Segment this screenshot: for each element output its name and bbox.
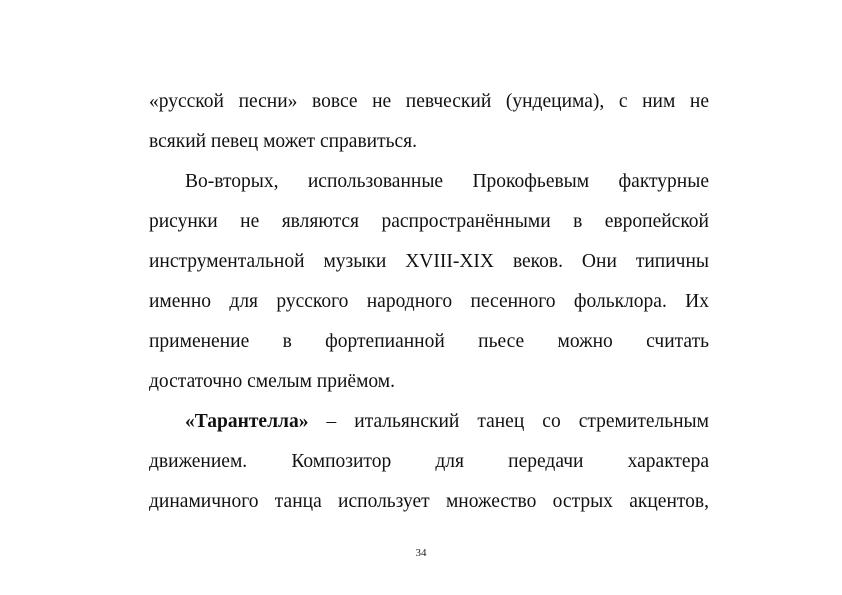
text-line: именно для русского народного песенного фольклора. Их xyxy=(149,291,709,312)
text-line: движением. Композитор для передачи характера xyxy=(149,451,709,472)
text-line: «русской песни» вовсе не певческий (ундецима), с ним не xyxy=(149,91,709,112)
paragraph-start-line xyxy=(149,402,709,442)
page-number: 34 xyxy=(415,547,427,559)
text-line: рисунки не являются распространёнными в европейской xyxy=(149,211,709,232)
paragraph-start-line: Во-вторых, использованные Прокофьевым фактурные xyxy=(185,171,709,192)
tarantella-text: – итальянский танец со стремительным xyxy=(308,411,709,432)
text-line: достаточно смелым приёмом. xyxy=(149,371,396,392)
body-text xyxy=(149,82,709,522)
text-line: применение в фортепианной пьесе можно считать xyxy=(149,331,709,352)
text-line: всякий певец может справиться. xyxy=(149,131,418,152)
tarantella-title: «Тарантелла» xyxy=(185,411,309,432)
text-line: инструментальной музыки XVIII-XIX веков. Они типичны xyxy=(149,251,709,272)
text-line: динамичного танца использует множество острых акцентов, xyxy=(149,491,709,512)
